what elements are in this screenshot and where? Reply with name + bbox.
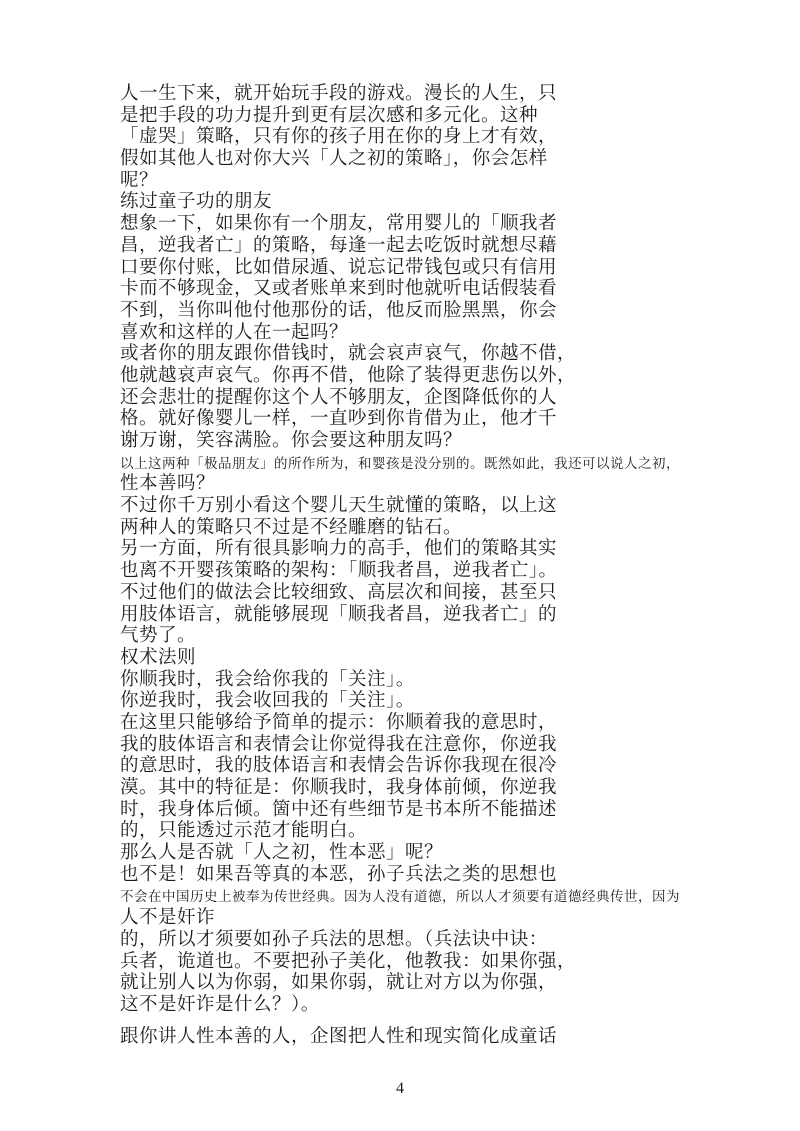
text-line: 两种人的策略只不过是不经雕磨的钻石。 [120, 517, 463, 538]
text-line: 不过他们的做法会比较细致、高层次和间接，甚至只 [120, 582, 558, 603]
text-line: 在这里只能够给予简单的提示：你顺着我的意思时， [120, 712, 558, 733]
text-line: 是把手段的功力提升到更有层次感和多元化。这种 [120, 105, 539, 126]
text-line: 昌，逆我者亡」的策略，每逢一起去吃饭时就想尽藉 [120, 235, 558, 256]
text-line: 也不是！如果吾等真的本恶，孙子兵法之类的思想也 [120, 864, 558, 885]
text-line: 你顺我时，我会给你我的「关注」。 [120, 669, 415, 690]
text-content [120, 84, 740, 1048]
text-line: 性本善吗？ [120, 474, 216, 495]
text-line: 口要你付账，比如借尿遁、说忘记带钱包或只有信用 [120, 257, 558, 278]
text-line: 或者你的朋友跟你借钱时，就会哀声哀气，你越不借， [120, 344, 577, 365]
text-line: 的，只能透过示范才能明白。 [120, 821, 368, 842]
text-line: 不过你千万别小看这个婴儿天生就懂的策略，以上这 [120, 496, 558, 517]
text-line: 不会在中国历史上被奉为传世经典。因为人没有道德，所以人才须要有道德经典传世，因为 [120, 889, 680, 905]
text-line: 我的肢体语言和表情会让你觉得我在注意你，你逆我 [120, 734, 558, 755]
text-line: 想象一下，如果你有一个朋友，常用婴儿的「顺我者 [120, 214, 558, 235]
text-line: 也离不开婴孩策略的架构：「顺我者昌，逆我者亡」。 [120, 561, 558, 582]
text-line: 漠。其中的特征是：你顺我时，我身体前倾，你逆我 [120, 778, 558, 798]
text-line: 以上这两种「极品朋友」的所作所为，和婴孩是没分别的。既然如此，我还可以说人之初， [120, 455, 680, 471]
text-line: 气势了。 [120, 626, 197, 647]
text-line: 这不是奸诈是什么？）。 [120, 994, 320, 1015]
text-line: 兵者，诡道也。不要把孙子美化，他教我：如果你强， [120, 951, 577, 972]
text-line: 谢万谢，笑容满脸。你会要这种朋友吗？ [120, 431, 463, 451]
text-line: 人不是奸诈 [120, 908, 216, 929]
text-line: 喜欢和这样的人在一起吗？ [120, 322, 349, 343]
text-line: 你逆我时，我会收回我的「关注」。 [120, 691, 415, 712]
text-line: 用肢体语言，就能够展现「顺我者昌，逆我者亡」的 [120, 604, 558, 625]
text-line: 呢？ [120, 170, 159, 191]
text-line: 另一方面，所有很具影响力的高手，他们的策略其实 [120, 539, 558, 560]
text-line: 跟你讲人性本善的人，企图把人性和现实简化成童话 [120, 1026, 558, 1047]
text-line: 时，我身体后倾。箇中还有些细节是书本所不能描述 [120, 799, 558, 820]
text-line: 还会悲壮的提醒你这个人不够朋友，企图降低你的人 [120, 387, 558, 408]
text-line: 的意思时，我的肢体语言和表情会告诉你我现在很冷 [120, 756, 558, 777]
text-line: 的，所以才须要如孙子兵法的思想。（兵法诀中诀： [120, 929, 548, 950]
text-line: 「虚哭」策略，只有你的孩子用在你的身上才有效， [120, 127, 558, 148]
page-number: 4 [396, 1080, 404, 1097]
text-line: 他就越哀声哀气。你再不借，他除了装得更悲伤以外， [120, 365, 577, 386]
text-line: 不到，当你叫他付他那份的话，他反而脸黑黑，你会 [120, 300, 558, 321]
text-line: 就让别人以为你弱，如果你弱，就让对方以为你强， [120, 973, 558, 994]
text-line: 人一生下来，就开始玩手段的游戏。漫长的人生，只 [120, 84, 558, 104]
text-line: 卡而不够现金，又或者账单来到时他就听电话假装看 [120, 279, 558, 300]
text-line: 假如其他人也对你大兴「人之初的策略」，你会怎样 [120, 149, 548, 170]
section-heading: 练过童子功的朋友 [120, 192, 273, 213]
section-heading: 权术法则 [120, 647, 197, 668]
text-line: 那么人是否就「人之初，性本恶」呢？ [120, 843, 444, 864]
text-line: 格。就好像婴儿一样，一直吵到你肯借为止，他才千 [120, 409, 558, 430]
